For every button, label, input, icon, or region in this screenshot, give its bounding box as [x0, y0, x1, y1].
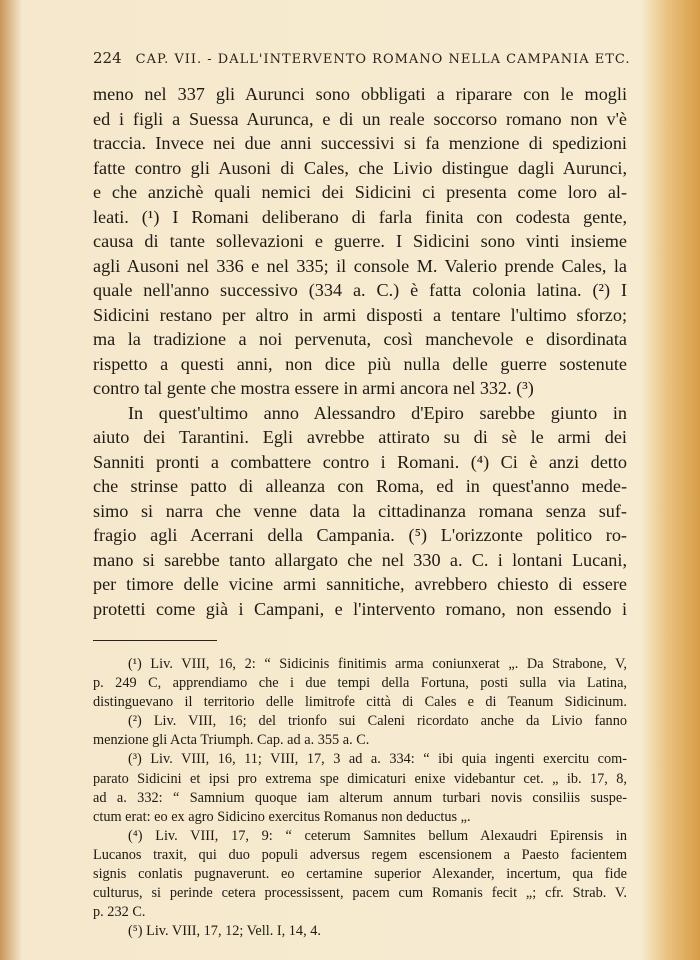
- footnote-line: Lucanos traxit, qui duo populi adversus regem escensionem a Paesto facientem: [93, 846, 627, 863]
- running-title: CAP. VII. - DALL'INTERVENTO ROMANO NELLA CAMPANIA ETC.: [135, 52, 631, 67]
- text-line: ed i figli a Suessa Aurunca, e di un reale soccorso romano non v'è: [93, 108, 627, 129]
- page-number: 224: [93, 49, 122, 67]
- text-line: fatte contro gli Ausoni di Cales, che Livio distingue dagli Aurunci,: [93, 157, 627, 178]
- text-line: contro tal gente che mostra essere in armi ancora nel 332. (³): [93, 378, 534, 398]
- text-line: aiuto dei Tarantini. Egli avrebbe attirato su di sè le armi dei: [93, 427, 627, 447]
- text-line: per timore delle vicine armi sannitiche, avrebbero chiesto di essere: [93, 574, 627, 594]
- footnote-line: (²) Liv. VIII, 16; del trionfo sui Caleni ricordato anche da Livio fanno: [128, 713, 627, 730]
- footnote-line: signis conlatis pugnaverunt. eo certamine superior Alexander, incertum, qua fide: [93, 866, 627, 883]
- footnote-line: (⁴) Liv. VIII, 17, 9: “ ceterum Samnites bellum Alexaudri Epirensis in: [128, 827, 627, 844]
- footnote-line: culturus, si perinde cetera processissent, pacem cum Romanis fecit „; cfr. Strab. V.: [93, 885, 627, 902]
- running-header: [93, 49, 631, 67]
- footnote-line: p. 232 C.: [93, 904, 146, 921]
- footnote-line: (⁵) Liv. VIII, 17, 12; Vell. I, 14, 4.: [128, 923, 321, 940]
- text-line: agli Ausoni nel 336 e nel 335; il console M. Valerio prende Cales, la: [93, 255, 627, 276]
- text-line: mano si sarebbe tanto allargato che nel 330 a. C. i lontani Lucani,: [93, 549, 627, 570]
- footnote-line: parato Sidicini et ipsi pro extrema spe dimicaturi enixe videbantur cet. „ ib. 17, 8,: [93, 770, 627, 787]
- text-line: Sanniti pronti a combattere contro i Romani. (⁴) Ci è anzi detto: [93, 451, 627, 472]
- footnote-line: (¹) Liv. VIII, 16, 2: “ Sidicinis finitimis arma coniunxerat „. Da Strabone, V,: [128, 656, 627, 672]
- footnote-line: p. 249 C, apprendiamo che i due tempi della Fortuna, posti sulla via Latina,: [93, 675, 627, 692]
- footnote-line: distinguevano il territorio delle limitrofe città di Cales e di Teanum Sidicinum.: [93, 694, 627, 711]
- text-line: e che anzichè quali nemici dei Sidicini ci presenta come loro al-: [93, 182, 627, 202]
- text-line: causa di tante sollevazioni e guerre. I Sidicini sono vinti insieme: [93, 231, 627, 251]
- footnote-line: ctum erat: eo ex agro Sidicino exercitus Romanus non deductus „.: [93, 808, 471, 825]
- footnotes: [93, 655, 627, 941]
- text-line: quale nell'anno successivo (334 a. C.) è fatta colonia latina. (²) I: [93, 280, 627, 300]
- text-line: rispetto a questi anni, non dice più nulla delle guerre sostenute: [93, 353, 627, 374]
- text-line: che strinse patto di alleanza con Roma, ed in quest'anno mede-: [93, 476, 627, 496]
- text-line: protetti come già i Campani, e l'intervento romano, non essendo i: [93, 598, 627, 619]
- text-line: Sidicini restano per altro in armi disposti a tentare l'ultimo sforzo;: [93, 304, 627, 325]
- footnote-divider: [93, 640, 217, 641]
- footnote-line: menzione gli Acta Triumph. Cap. ad a. 355 a. C.: [93, 732, 370, 749]
- text-line: leati. (¹) I Romani deliberano di farla finita con codesta gente,: [93, 206, 627, 227]
- footnote-line: ad a. 332: “ Samnium quoque iam alterum annum turbari novis consiliis suspe-: [93, 789, 627, 806]
- text-line: simo si narra che venne data la cittadinanza romana senza suf-: [93, 500, 627, 521]
- footnote-line: (³) Liv. VIII, 16, 11; VIII, 17, 3 ad a. 334: “ ibi quia ingenti exercitu com-: [128, 751, 627, 768]
- text-line: meno nel 337 gli Aurunci sono obbligati a riparare con le mogli: [93, 84, 627, 104]
- main-text: [93, 82, 627, 621]
- text-line: In quest'ultimo anno Alessandro d'Epiro sarebbe giunto in: [128, 402, 627, 423]
- text-line: fragio agli Acerrani della Campania. (⁵) L'orizzonte politico ro-: [93, 525, 627, 545]
- text-line: ma la tradizione a noi pervenuta, così manchevole e disordinata: [93, 329, 627, 349]
- text-line: traccia. Invece nei due anni successivi si fa menzione di spedizioni: [93, 133, 627, 153]
